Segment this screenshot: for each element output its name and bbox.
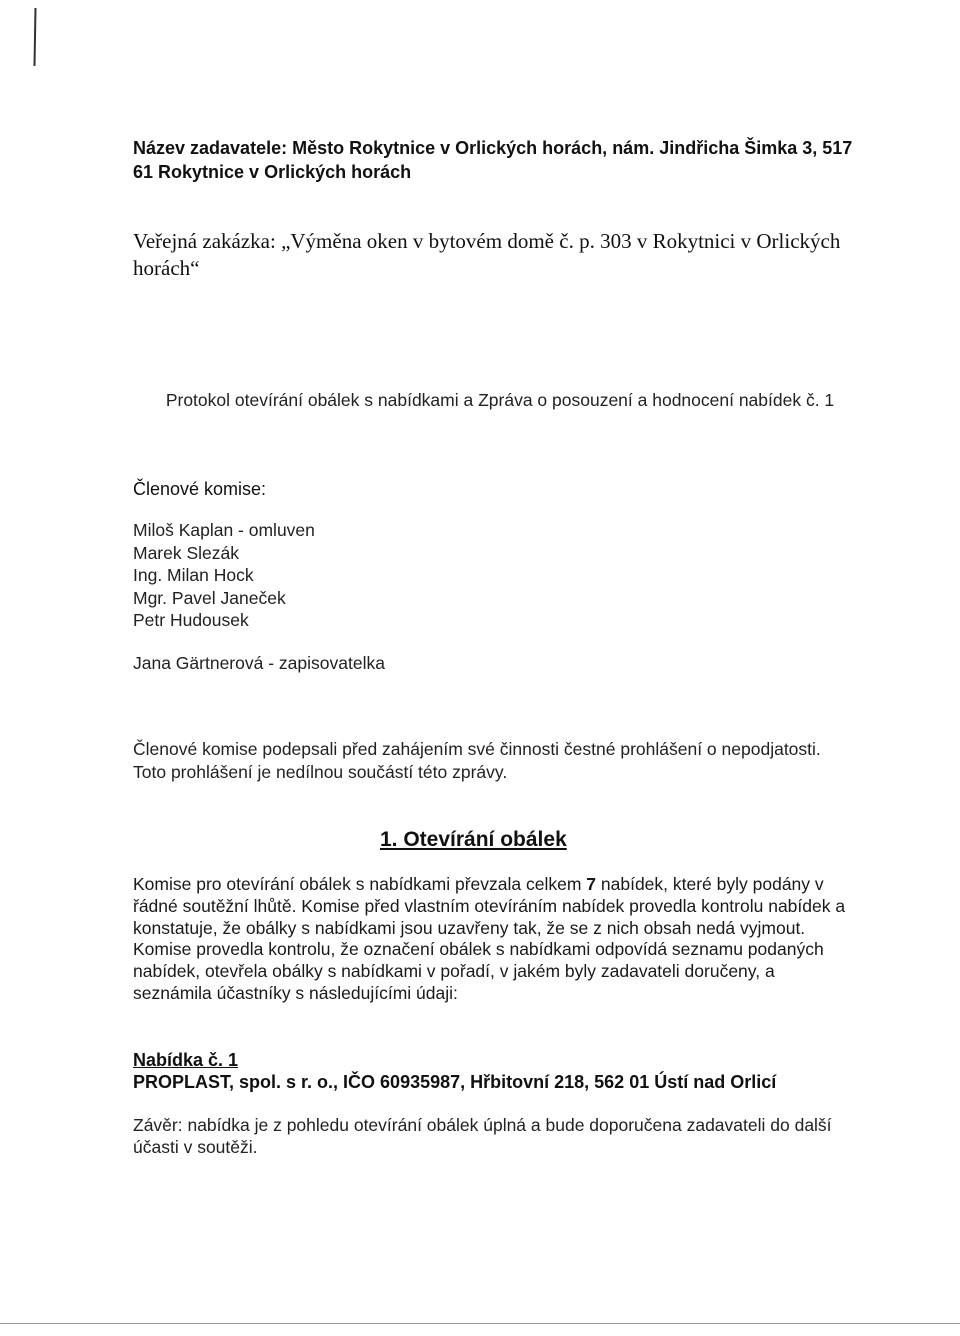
commission-member: Mgr. Pavel Janeček [133,587,286,608]
protocol-title: Protokol otevírání obálek s nabídkami a Zpráva o posouzení a hodnocení nabídek č. 1 [165,390,835,410]
contract-title: Veřejná zakázka: „Výměna oken v bytovém domě č. p. 303 v Rokytnici v Orlických horách“ [133,229,841,280]
section-text-part: nabídek, které byly podány v řádné soutěžní lhůtě. Komise před vlastním otevíráním nabídek provedla kontrolu nabídek a konstatuje, že obálky s nabídkami jsou uzavřeny tak, že se z nich obsah nedá vyjmout. Komise provedla kontrolu, že označení obálek s nabídkami odpovídá seznamu podaných nabídek, otevřela obálky s nabídkami v pořadí, v jakém byly zadavateli doručeny, a seznámila účastníky s následujícími údaji: [133,874,846,1003]
commission-member: Marek Slezák [133,542,240,563]
offer-count: 7 [586,874,597,894]
offer-label: Nabídka č. 1 [133,1050,239,1070]
commission-secretary: Jana Gärtnerová - zapisovatelka [133,653,385,673]
impartiality-declaration: Členové komise podepsali před zahájením své činnosti čestné prohlášení o nepodjatosti. Toto prohlášení je nedílnou součástí této zprávy. [133,739,821,782]
commission-heading: Členové komise: [133,479,267,499]
commission-member: Ing. Milan Hock [133,565,254,585]
section-text-part: Komise pro otevírání obálek s nabídkami převzala celkem [133,874,587,894]
scan-mark [33,8,36,66]
contracting-authority: Název zadavatele: Město Rokytnice v Orlických horách, nám. Jindřicha Šimka 3, 517 61 Rokytnice v Orlických horách [133,138,853,182]
section-heading-envelope-opening: 1. Otevírání obálek [380,828,567,851]
commission-member: Petr Hudousek [133,610,249,630]
offer-conclusion: Závěr: nabídka je z pohledu otevírání obálek úplná a bude doporučena zadavateli do další účasti v soutěži. [133,1115,832,1157]
bottom-rule [0,1323,960,1324]
offer-company: PROPLAST, spol. s r. o., IČO 60935987, Hřbitovní 218, 562 01 Ústí nad Orlicí [133,1072,777,1092]
section-text-envelope-opening [133,874,853,1005]
commission-members [133,519,853,632]
commission-member: Miloš Kaplan - omluven [133,520,315,540]
